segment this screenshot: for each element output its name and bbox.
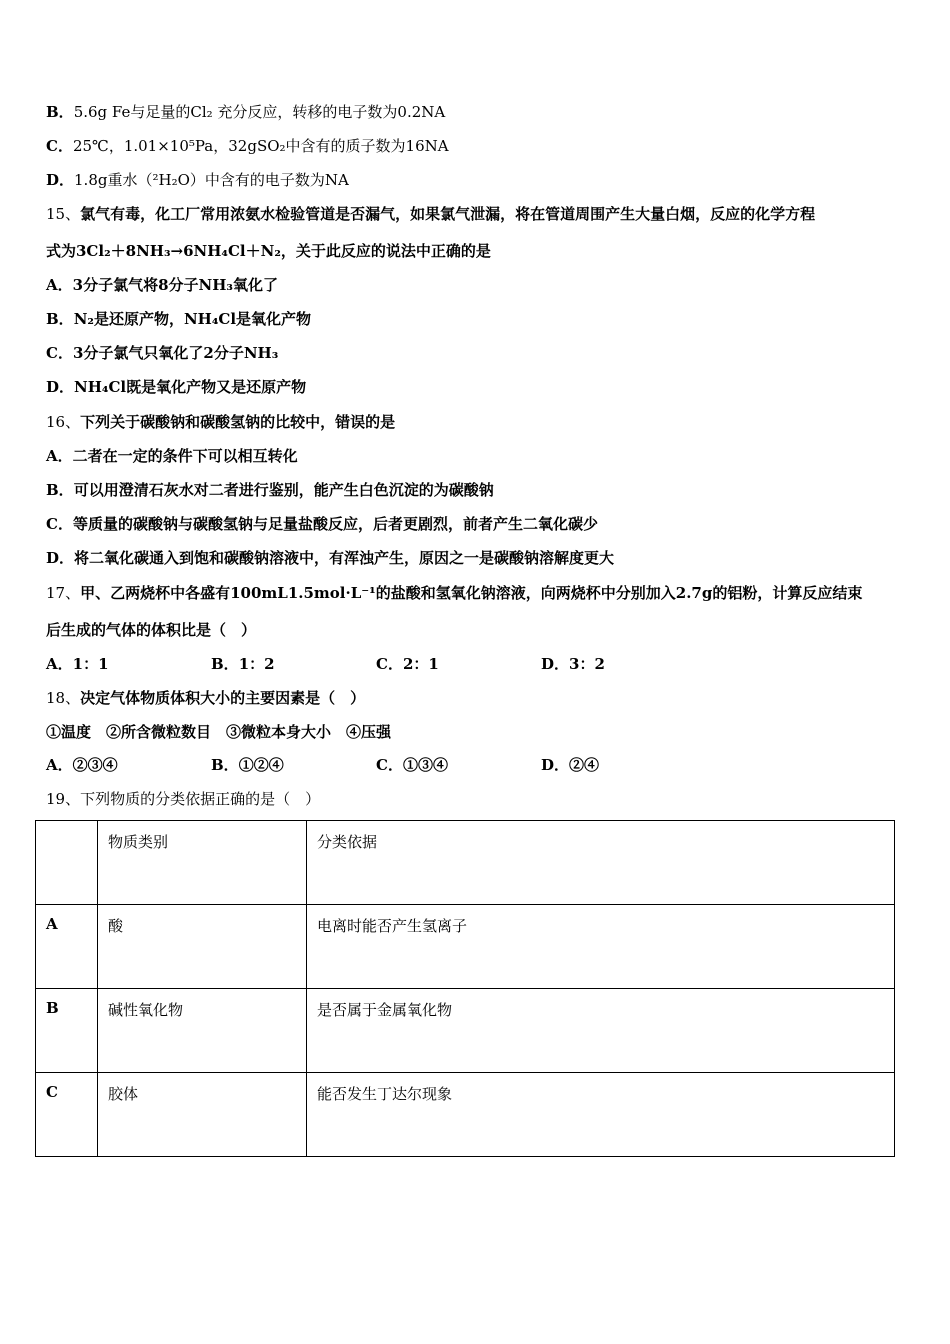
q18-option-b: B．①②④: [211, 756, 284, 774]
q14-option-b: B．5.6g Fe与足量的Cl₂ 充分反应，转移的电子数为0.2NA: [46, 103, 446, 121]
q17-option-c: C．2：1: [376, 655, 439, 673]
q18-stem: 18、决定气体物质体积大小的主要因素是（ ）: [46, 689, 366, 707]
table-cell: 胶体: [98, 1073, 307, 1157]
q14-option-d: D．1.8g重水（²H₂O）中含有的电子数为NA: [46, 171, 349, 189]
q16-option-b: B．可以用澄清石灰水对二者进行鉴别，能产生白色沉淀的为碳酸钠: [46, 481, 494, 499]
q14-option-c: C．25℃，1.01×10⁵Pa，32gSO₂中含有的质子数为16NA: [46, 137, 449, 155]
table-row: [36, 905, 895, 989]
table-row: [36, 1073, 895, 1157]
table-header-cell: 物质类别: [98, 821, 307, 905]
table-header-cell: 分类依据: [307, 821, 895, 905]
q18-option-a: A．②③④: [46, 756, 118, 774]
q15-option-d: D．NH₄Cl既是氧化产物又是还原产物: [46, 378, 307, 396]
table-cell: 酸: [98, 905, 307, 989]
q16-option-d: D．将二氧化碳通入到饱和碳酸钠溶液中，有浑浊产生，原因之一是碳酸钠溶解度更大: [46, 549, 615, 567]
q17-option-b: B．1：2: [211, 655, 275, 673]
table-header-cell: [36, 821, 98, 905]
table-cell: 能否发生丁达尔现象: [307, 1073, 895, 1157]
q18-factors: ①温度 ②所含微粒数目 ③微粒本身大小 ④压强: [46, 723, 392, 741]
table-cell: B: [36, 989, 98, 1073]
table-cell: 电离时能否产生氢离子: [307, 905, 895, 989]
q19-stem: 19、下列物质的分类依据正确的是（ ）: [46, 790, 321, 808]
q15-stem-line1: 15、氯气有毒，化工厂常用浓氨水检验管道是否漏气，如果氯气泄漏，将在管道周围产生大量白烟，反应的化学方程: [46, 205, 816, 223]
q15-option-c: C．3分子氯气只氧化了2分子NH₃: [46, 344, 279, 362]
q17-stem-line2: 后生成的气体的体积比是（ ）: [46, 621, 257, 639]
table-cell: 碱性氧化物: [98, 989, 307, 1073]
table-cell: 是否属于金属氧化物: [307, 989, 895, 1073]
q15-option-b: B．N₂是还原产物，NH₄Cl是氧化产物: [46, 310, 312, 328]
q15-stem-line2: 式为3Cl₂＋8NH₃→6NH₄Cl＋N₂，关于此反应的说法中正确的是: [46, 242, 491, 260]
q17-option-a: A．1：1: [46, 655, 109, 673]
q18-option-c: C．①③④: [376, 756, 448, 774]
q16-option-c: C．等质量的碳酸钠与碳酸氢钠与足量盐酸反应，后者更剧烈，前者产生二氧化碳少: [46, 515, 598, 533]
q17-stem-line1: 17、甲、乙两烧杯中各盛有100mL1.5mol·L⁻¹的盐酸和氢氧化钠溶液，向两烧杯中分别加入2.7g的铝粉，计算反应结束: [46, 584, 863, 602]
q16-option-a: A．二者在一定的条件下可以相互转化: [46, 447, 298, 465]
q16-stem: 16、下列关于碳酸钠和碳酸氢钠的比较中，错误的是: [46, 413, 396, 431]
q18-option-d: D．②④: [541, 756, 600, 774]
table-cell: C: [36, 1073, 98, 1157]
table-row: [36, 989, 895, 1073]
table-header-row: [36, 821, 895, 905]
q15-option-a: A．3分子氯气将8分子NH₃氧化了: [46, 276, 278, 294]
table-cell: A: [36, 905, 98, 989]
q19-classification-table: [35, 820, 895, 1157]
q17-option-d: D．3：2: [541, 655, 605, 673]
